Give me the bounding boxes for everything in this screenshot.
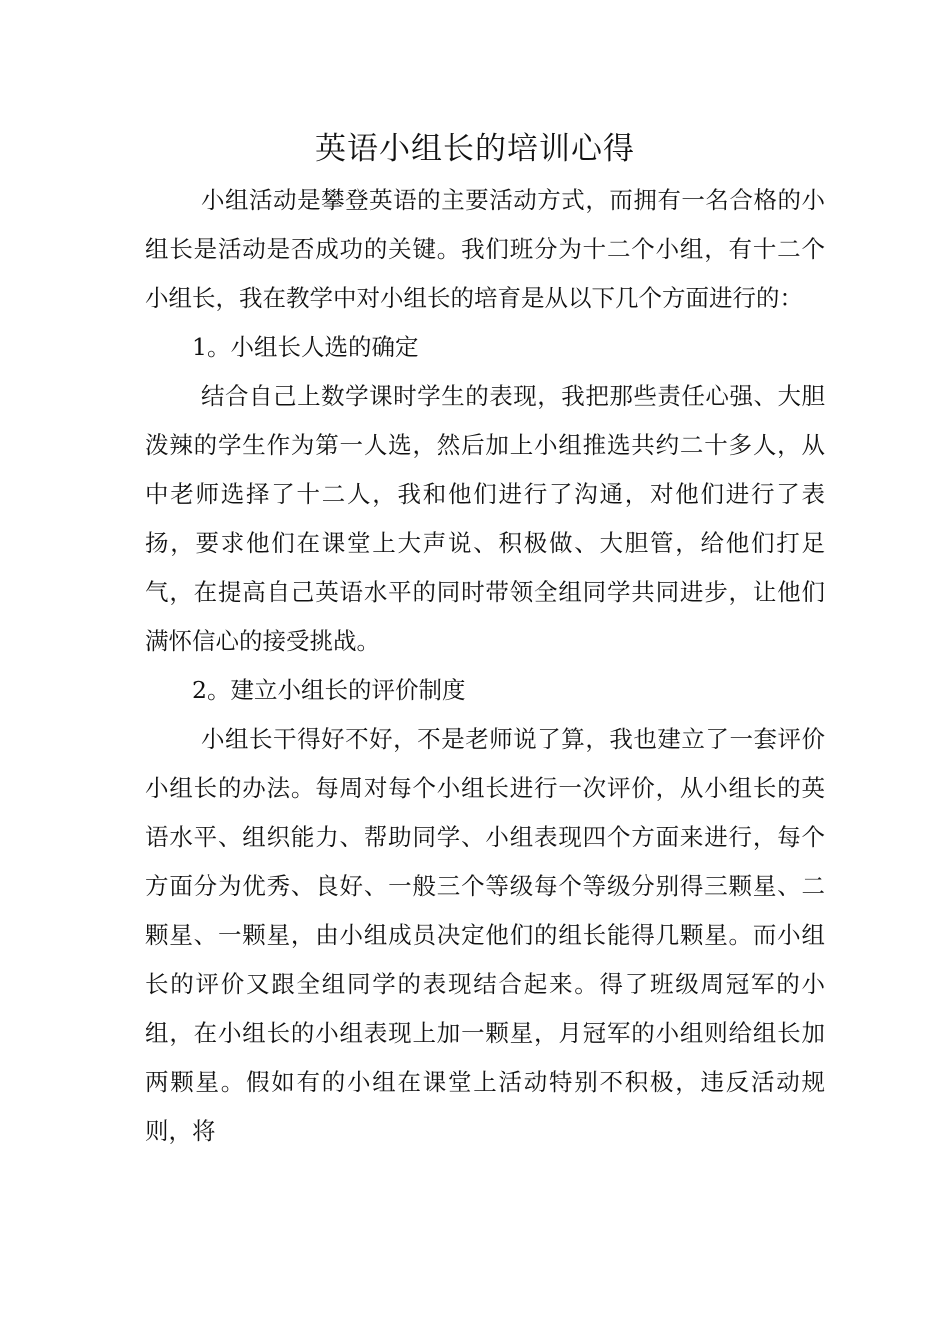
- paragraph-section-2: 小组长干得好不好，不是老师说了算，我也建立了一套评价小组长的办法。每周对每个小组长进行一次评价，从小组长的英语水平、组织能力、帮助同学、小组表现四个方面来进行，每个方面分为优秀、良好、一般三个等级每个等级分别得三颗星、二颗星、一颗星，由小组成员决定他们的组长能得几颗星。而小组长的评价又跟全组同学的表现结合起来。得了班级周冠军的小组，在小组长的小组表现上加一颗星，月冠军的小组则给组长加两颗星。假如有的小组在课堂上活动特别不积极，违反活动规则，将: [145, 725, 825, 1145]
- document-body: [145, 176, 825, 1156]
- paragraph-section-1: 结合自己上数学课时学生的表现，我把那些责任心强、大胆泼辣的学生作为第一人选，然后加上小组推选共约二十多人，从中老师选择了十二人，我和他们进行了沟通，对他们进行了表扬，要求他们在课堂上大声说、积极做、大胆管，给他们打足气，在提高自己英语水平的同时带领全组同学共同进步，让他们满怀信心的接受挑战。: [145, 382, 825, 655]
- paragraph-intro: 小组活动是攀登英语的主要活动方式，而拥有一名合格的小组长是活动是否成功的关键。我们班分为十二个小组，有十二个小组长，我在教学中对小组长的培育是从以下几个方面进行的：: [145, 186, 825, 312]
- section-heading-1: 1。小组长人选的确定: [192, 333, 419, 361]
- section-heading-2: 2。建立小组长的评价制度: [192, 676, 466, 704]
- document-title: 英语小组长的培训心得: [315, 131, 635, 167]
